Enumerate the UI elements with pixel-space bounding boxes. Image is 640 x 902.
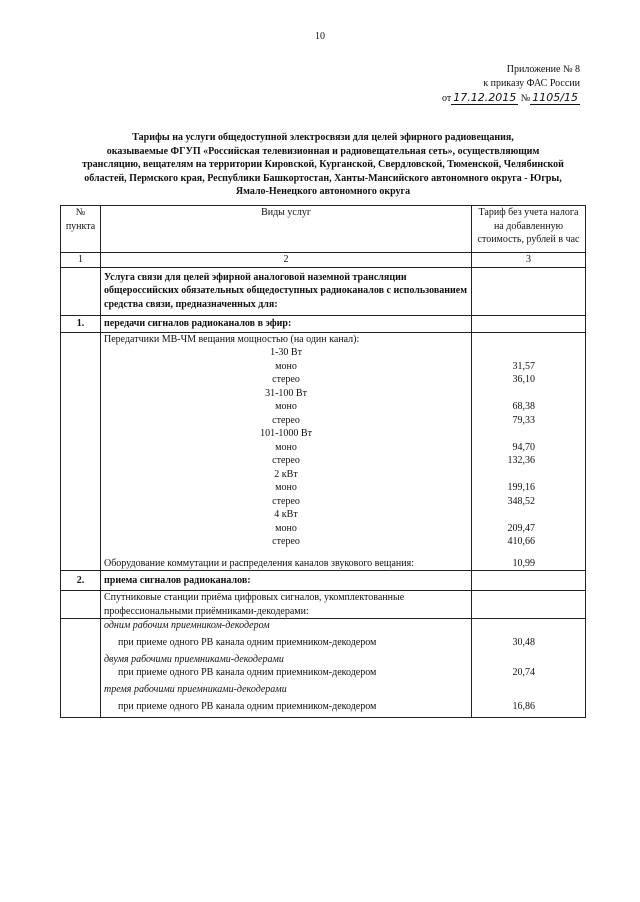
service-header-row [61,267,586,315]
mono-label: моно [275,441,297,453]
tariff-value: 348,52 [507,495,535,507]
tariff-value: 79,33 [512,414,535,426]
tariff-value: 10,99 [512,557,535,569]
section-row [61,571,586,591]
title-line: оказываемые ФГУП «Российская телевизионная и радиовещательная сеть», осуществляющим [106,145,540,157]
stereo-label: стерео [272,536,300,547]
table-header-row [61,206,586,253]
transmitters-label: Передатчики МВ-ЧМ вещания мощностью (на один канал): [104,333,360,345]
title-line: областей, Пермского края, Республики Башкортостан, Ханты-Мансийского автономного округа - Югры, [84,172,562,184]
column-number: 2 [101,253,472,268]
tariff-value: 209,47 [507,522,535,534]
tariff-value: 410,66 [507,536,535,547]
tariff-value: 20,74 [512,667,535,678]
tariff-value: 199,16 [507,482,535,493]
tariff-value: 94,70 [512,441,535,453]
tariff-value: 30,48 [512,637,535,648]
power-label: 2 кВт [274,468,298,480]
section-number: 2. [61,571,101,591]
receiver-item: при приеме одного РВ канала одним приемником-декодером [118,637,377,648]
power-label: 31-100 Вт [265,387,307,399]
mono-label: моно [275,522,297,534]
title-line: трансляцию, вещателям на территории Кировской, Курганской, Свердловской, Тюменской, Челябинской [82,159,564,170]
stereo-label: стерео [272,455,300,466]
receiver-group: двумя рабочими приемниками-декодерами [104,654,284,665]
section-label: передачи сигналов радиоканалов в эфир: [101,315,472,332]
appendix-date-line [442,91,580,106]
header-number: № пункта [61,206,101,253]
section-number: 1. [61,315,101,332]
service-description: Услуга связи для целей эфирной аналоговой наземной трансляции общероссийских обязательных общедоступных радиоканалов с использованием средства связи, предназначенных для: [101,267,472,315]
title-line: Тарифы на услуги общедоступной электросвязи для целей эфирного радиовещания, [132,132,514,143]
section-label: приема сигналов радиоканалов: [101,571,472,591]
mono-label: моно [275,482,297,493]
handwritten-number: 1105/15 [532,91,578,104]
document-title [60,131,586,199]
power-label: 4 кВт [274,509,298,520]
handwritten-date: 17.12.2015 [453,91,517,104]
stereo-label: стерео [272,414,300,426]
tariff-value: 132,36 [507,455,535,466]
title-line: Ямало-Ненецкого автономного округа [235,186,411,197]
stereo-label: стерео [272,495,300,507]
transmitters-block [61,332,586,571]
header-tariff: Тариф без учета налога на добавленную стоимость, рублей в час [472,206,586,253]
power-label: 1-30 Вт [270,347,302,358]
page-number: 10 [315,31,325,42]
receivers-block [61,619,586,718]
tariff-value: 31,57 [512,360,535,372]
mono-label: моно [275,360,297,372]
mono-label: моно [275,401,297,412]
appendix-reference [442,63,580,106]
date-prefix: от [442,93,452,104]
equipment-label: Оборудование коммутации и распределения каналов звукового вещания: [104,557,414,569]
appendix-order: к приказу ФАС России [483,78,580,89]
receiver-group: одним рабочим приемником-декодером [104,620,270,631]
tariff-value: 68,38 [512,401,535,412]
section-row [61,315,586,332]
column-number-row [61,253,586,268]
column-number: 3 [472,253,586,268]
power-label: 101-1000 Вт [260,428,312,439]
receiver-group: тремя рабочими приемниками-декодерами [104,684,287,695]
tariff-table [60,205,586,718]
stereo-label: стерео [272,374,300,385]
tariff-value: 16,86 [512,701,535,712]
number-prefix: № [520,93,531,104]
receiver-item: при приеме одного РВ канала одним приемником-декодером [118,701,377,712]
satellite-row [61,591,586,619]
tariff-value: 36,10 [512,374,535,385]
header-services: Виды услуг [101,206,472,253]
receiver-item: при приеме одного РВ канала одним приемником-декодером [118,667,377,678]
column-number: 1 [61,253,101,268]
satellite-label: Спутниковые станции приёма цифровых сигналов, укомплектованные профессиональными приёмниками-декодерами: [101,591,472,619]
appendix-title: Приложение № 8 [506,64,580,75]
